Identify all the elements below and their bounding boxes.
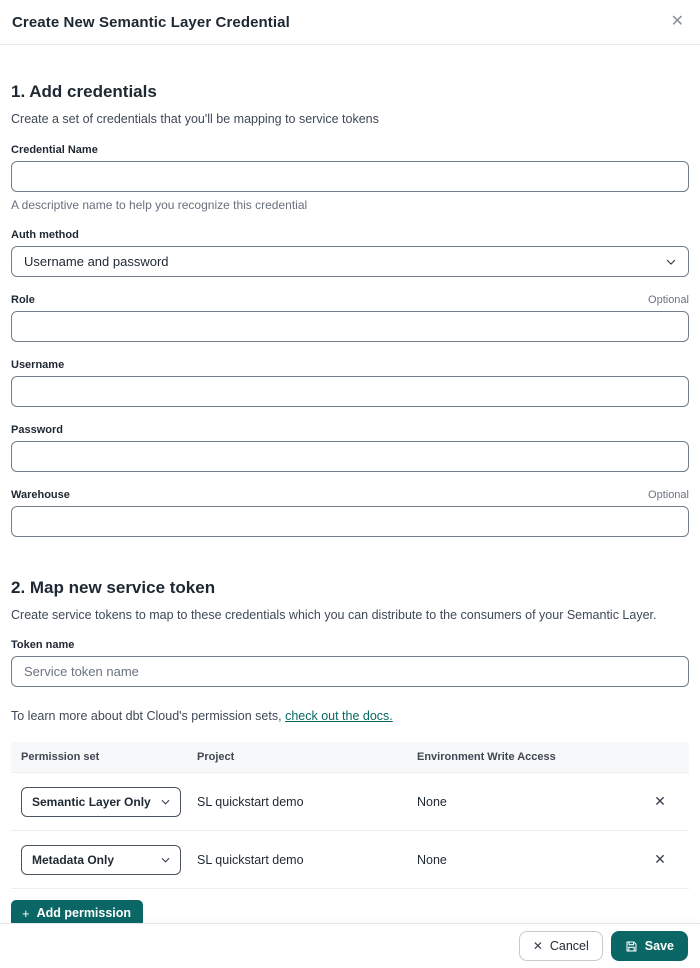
close-icon[interactable]: ✕ bbox=[667, 12, 688, 32]
credential-name-field[interactable] bbox=[11, 161, 689, 192]
permission-set-select-row2[interactable] bbox=[21, 845, 181, 875]
table-row bbox=[11, 831, 689, 889]
chevron-down-icon bbox=[666, 259, 676, 265]
plus-icon: + bbox=[22, 905, 30, 921]
environment-write-access-cell-row1: None bbox=[417, 794, 447, 809]
credential-name-helper: A descriptive name to help you recognize this credential bbox=[11, 198, 308, 212]
section1-description: Create a set of credentials that you'll be mapping to service tokens bbox=[11, 112, 379, 126]
auth-method-selected-value: Username and password bbox=[24, 254, 169, 269]
project-cell-row1: SL quickstart demo bbox=[197, 794, 304, 809]
col-header-permission-set: Permission set bbox=[21, 751, 100, 763]
section1-heading: 1. Add credentials bbox=[11, 82, 157, 101]
role-optional-tag: Optional bbox=[648, 294, 689, 306]
chevron-down-icon bbox=[161, 799, 170, 805]
col-header-project: Project bbox=[197, 751, 235, 763]
token-name-label: Token name bbox=[11, 639, 75, 651]
docs-text: To learn more about dbt Cloud's permission sets, bbox=[11, 709, 286, 723]
permissions-table bbox=[11, 742, 689, 889]
col-header-environment-write-access: Environment Write Access bbox=[417, 751, 556, 763]
permissions-table-header bbox=[11, 742, 689, 773]
cancel-x-icon: ✕ bbox=[532, 939, 543, 953]
username-label: Username bbox=[11, 359, 65, 371]
warehouse-group bbox=[11, 489, 689, 537]
username-field[interactable] bbox=[11, 376, 689, 407]
section2-heading: 2. Map new service token bbox=[11, 578, 216, 597]
permission-set-select-row1[interactable] bbox=[21, 787, 181, 817]
section2-description: Create service tokens to map to these credentials which you can distribute to the consumers of your Semantic Layer. bbox=[11, 608, 657, 622]
remove-row-icon[interactable]: ✕ bbox=[650, 849, 670, 870]
warehouse-field[interactable] bbox=[11, 506, 689, 537]
cancel-label: Cancel bbox=[549, 939, 589, 953]
username-group bbox=[11, 359, 689, 407]
cancel-button[interactable] bbox=[519, 931, 603, 961]
save-icon bbox=[625, 940, 638, 953]
save-button[interactable] bbox=[611, 931, 688, 961]
role-label: Role bbox=[11, 294, 35, 306]
modal-content bbox=[0, 82, 700, 927]
modal-title: Create New Semantic Layer Credential bbox=[12, 13, 290, 31]
section-map-service-token bbox=[11, 578, 689, 927]
password-field[interactable] bbox=[11, 441, 689, 472]
token-name-field[interactable] bbox=[11, 656, 689, 687]
role-group bbox=[11, 294, 689, 342]
permission-set-value-row2: Metadata Only bbox=[32, 852, 115, 867]
project-cell-row2: SL quickstart demo bbox=[197, 852, 304, 867]
add-permission-label: Add permission bbox=[36, 906, 132, 920]
section-add-credentials bbox=[11, 82, 689, 537]
permission-set-value-row1: Semantic Layer Only bbox=[32, 794, 151, 809]
permission-docs-line bbox=[11, 709, 689, 723]
password-group bbox=[11, 424, 689, 472]
credential-name-label: Credential Name bbox=[11, 144, 98, 156]
docs-link[interactable]: check out the docs. bbox=[285, 709, 393, 723]
warehouse-optional-tag: Optional bbox=[648, 489, 689, 501]
chevron-down-icon bbox=[161, 857, 170, 863]
auth-method-label: Auth method bbox=[11, 229, 79, 241]
password-label: Password bbox=[11, 424, 63, 436]
warehouse-label: Warehouse bbox=[11, 489, 70, 501]
table-row bbox=[11, 773, 689, 831]
remove-row-icon[interactable]: ✕ bbox=[650, 791, 670, 812]
role-field[interactable] bbox=[11, 311, 689, 342]
auth-method-group bbox=[11, 229, 689, 277]
credential-name-group bbox=[11, 144, 689, 212]
modal-header bbox=[0, 0, 700, 45]
auth-method-select[interactable] bbox=[11, 246, 689, 277]
save-label: Save bbox=[644, 939, 674, 953]
token-name-group bbox=[11, 639, 689, 687]
modal-footer bbox=[0, 923, 700, 968]
environment-write-access-cell-row2: None bbox=[417, 852, 447, 867]
